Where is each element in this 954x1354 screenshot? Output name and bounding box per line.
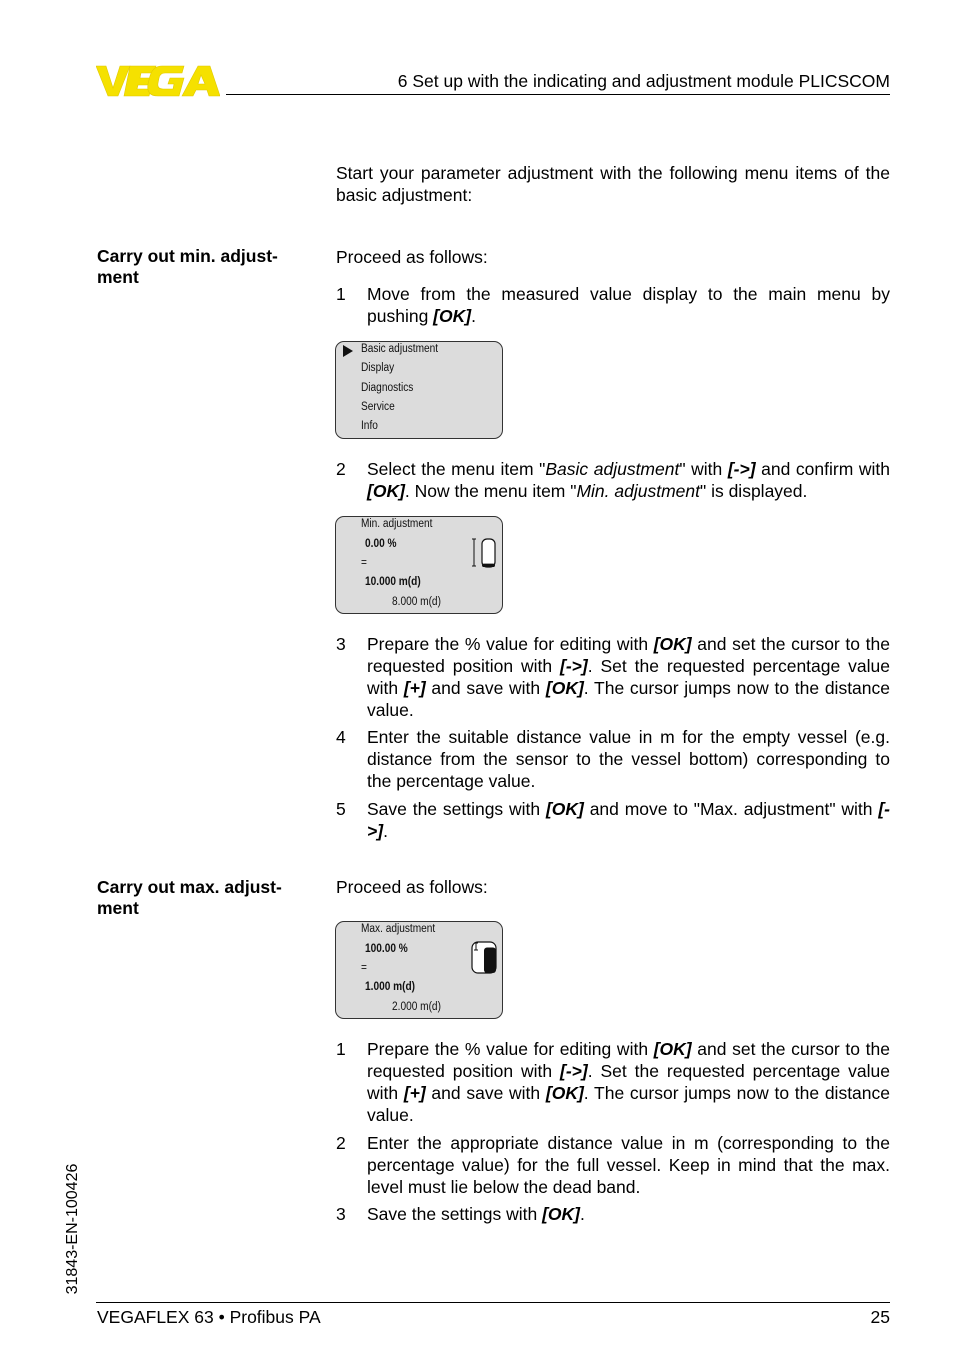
- document-code: 31843-EN-100426: [64, 1163, 81, 1295]
- step-number: 3: [336, 634, 346, 654]
- key-name: [OK]: [545, 799, 584, 819]
- min-step-2: [336, 458, 890, 502]
- vessel-fill: [484, 948, 496, 974]
- footer-product: VEGAFLEX 63 • Profibus PA: [97, 1307, 321, 1327]
- menu-item-info: Info: [361, 420, 378, 432]
- selection-arrow-icon: [343, 345, 353, 357]
- min-section-title: Carry out min. adjust-ment: [97, 246, 278, 287]
- step-number: 2: [336, 1133, 346, 1153]
- max-step-1: [336, 1038, 890, 1126]
- vessel-full-icon: [470, 940, 498, 974]
- max-section-lead: Proceed as follows:: [336, 877, 488, 897]
- footer-rule: [96, 1302, 890, 1303]
- ok-key: [OK]: [367, 481, 405, 501]
- step-text: Enter the appropriate distance value in m (corresponding to the percentage value) for the full vessel. Keep in mind that the max. level must lie below the dead band.: [367, 1133, 890, 1197]
- equals-sign: =: [361, 557, 367, 569]
- menu-item-diagnostics: Diagnostics: [361, 382, 414, 394]
- intro-paragraph: Start your parameter adjustment with the following menu items of the basic adjustment:: [336, 163, 890, 205]
- vega-logo: [96, 64, 220, 98]
- equals-sign: =: [361, 962, 367, 974]
- menu-display: [335, 341, 503, 439]
- key-name: [OK]: [653, 634, 692, 654]
- min-adjustment-display: [335, 516, 503, 614]
- menu-item-ref: Basic adjustment: [545, 459, 680, 479]
- min-step-3: [336, 633, 890, 721]
- arrow-key: [->]: [727, 459, 756, 479]
- display-title: Max. adjustment: [361, 923, 436, 935]
- step-text: " with: [679, 459, 728, 479]
- key-name: [->]: [367, 799, 890, 841]
- max-section-title: Carry out max. adjust-ment: [97, 877, 282, 918]
- step-text: Save the settings with [OK] and move to "Max. adjustment" with [->].: [367, 799, 890, 841]
- menu-item-ref: Min. adjustment: [576, 481, 700, 501]
- step-number: 2: [336, 459, 346, 479]
- step-number: 5: [336, 799, 346, 819]
- key-name: [+]: [403, 678, 426, 698]
- header-rule: [226, 94, 890, 95]
- measured-value: 8.000 m(d): [392, 596, 441, 608]
- key-name: [+]: [403, 1083, 426, 1103]
- step-number: 3: [336, 1204, 346, 1224]
- key-name: [OK]: [545, 1083, 584, 1103]
- menu-item-basic-adjustment: Basic adjustment: [361, 343, 439, 355]
- step-text: Prepare the % value for editing with [OK] and set the cursor to the requested position with [->]. Set the requested percentage value with [+] and save with [OK]. The cursor jumps now to the distance value.: [367, 634, 891, 720]
- percent-value: 100.00 %: [365, 943, 408, 955]
- header-title: 6 Set up with the indicating and adjustment module PLICSCOM: [397, 71, 890, 91]
- step-text: and confirm with: [755, 459, 891, 479]
- vessel-fill: [482, 564, 495, 567]
- min-step-5: [336, 798, 890, 842]
- percent-value: 0.00 %: [365, 538, 397, 550]
- menu-item-display: Display: [361, 362, 395, 374]
- step-text-end: .: [580, 1204, 585, 1224]
- step-text: Prepare the % value for editing with [OK] and set the cursor to the requested position with [->]. Set the requested percentage value with [+] and save with [OK]. The cursor jumps now to the distance value.: [367, 1039, 891, 1125]
- step-text: Move from the measured value display to the main menu by pushing: [367, 284, 890, 326]
- step-text: . Now the menu item ": [404, 481, 577, 501]
- measured-value: 2.000 m(d): [392, 1001, 441, 1013]
- step-number: 4: [336, 727, 346, 747]
- min-step-1: [336, 283, 890, 327]
- ok-key: [OK]: [542, 1204, 581, 1224]
- key-name: [OK]: [653, 1039, 692, 1059]
- step-text: Save the settings with: [367, 1204, 543, 1224]
- distance-value: 10.000 m(d): [365, 576, 421, 588]
- max-step-2: [336, 1132, 890, 1198]
- step-number: 1: [336, 284, 346, 304]
- display-title: Min. adjustment: [361, 518, 433, 530]
- min-section-lead: Proceed as follows:: [336, 247, 488, 267]
- menu-item-service: Service: [361, 401, 395, 413]
- step-text-end: .: [471, 306, 476, 326]
- key-name: [->]: [560, 656, 588, 676]
- page-number: 25: [870, 1307, 890, 1327]
- key-name: [->]: [560, 1061, 588, 1081]
- step-text: Select the menu item ": [367, 459, 546, 479]
- max-step-3: [336, 1203, 890, 1225]
- distance-value: 1.000 m(d): [365, 981, 416, 993]
- vessel-empty-icon: [472, 537, 498, 569]
- step-number: 1: [336, 1039, 346, 1059]
- step-text: " is displayed.: [700, 481, 808, 501]
- min-step-4: [336, 726, 890, 792]
- ok-key: [OK]: [433, 306, 472, 326]
- step-text: Enter the suitable distance value in m for the empty vessel (e.g. distance from the sensor to the vessel bottom) corresponding to the percentage value.: [367, 727, 890, 791]
- key-name: [OK]: [545, 678, 584, 698]
- max-adjustment-display: [335, 921, 503, 1019]
